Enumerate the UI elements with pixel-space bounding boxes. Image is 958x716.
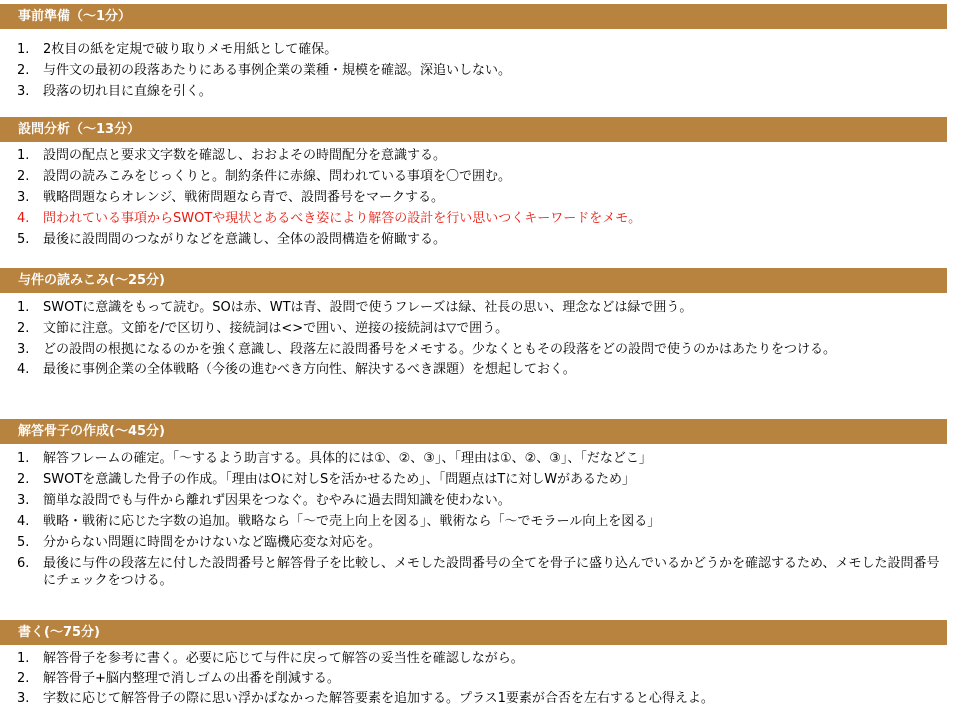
list-item-highlighted: 4. 問われている事項からSWOTや現状とあるべき姿により解答の設計を行い思いつくキーワードをメモ。 [17,211,642,226]
list-item: 3. 簡単な設問でも与件から離れず因果をつなぐ。むやみに過去問知識を使わない。 [17,493,511,508]
item-list [0,450,947,589]
section-preparation [0,4,947,104]
item-list [0,41,947,101]
list-item: 4. 最後に事例企業の全体戦略（今後の進むべき方向性、解決するべき課題）を想起しておく。 [17,362,576,377]
section-question-analysis [0,117,947,252]
section-header: 事前準備（～1分） [0,4,947,29]
list-item: 3. 段落の切れ目に直線を引く。 [17,84,212,99]
list-item: 2. 与件文の最初の段落あたりにある事例企業の業種・規模を確認。深追いしない。 [17,63,512,78]
section-header: 与件の読みこみ(～25分) [0,268,947,293]
list-item: 4. 戦略・戦術に応じた字数の追加。戦略なら「～で売上向上を図る」、戦術なら「～でモラール向上を図る」 [17,514,661,529]
item-list [0,147,947,249]
list-item: 1. 2枚目の紙を定規で破り取りメモ用紙として確保。 [17,42,338,57]
list-item: 2. 設問の読みこみをじっくりと。制約条件に赤線、問われている事項を〇で囲む。 [17,169,512,184]
list-item: 2. 文節に注意。文節を/で区切り、接続詞は<>で囲い、逆接の接続詞は▽で囲う。 [17,321,509,336]
list-item: 5. 最後に設問間のつながりなどを意識し、全体の設問構造を俯瞰する。 [17,232,447,247]
section-case-reading [0,268,947,382]
section-header: 書く(～75分) [0,620,947,645]
list-item: 1. SWOTに意識をもって読む。SOは赤、WTは青、設問で使うフレーズは緑、社長の思い、理念などは緑で囲う。 [17,300,693,315]
list-item: 5. 分からない問題に時間をかけないなど臨機応変な対応を。 [17,535,382,550]
item-list [0,299,947,379]
list-item: 2. 解答骨子+脳内整理で消しゴムの出番を削減する。 [17,671,340,686]
section-header: 設問分析（～13分） [0,117,947,142]
section-header: 解答骨子の作成(～45分) [0,419,947,444]
list-item: 3. どの設問の根拠になるのかを強く意識し、段落左に設問番号をメモする。少なくともその段落をどの設問で使うのかはあたりをつける。 [17,342,837,357]
list-item: 1. 解答骨子を参考に書く。必要に応じて与件に戻って解答の妥当性を確認しながら。 [17,651,524,666]
list-item: 2. SWOTを意識した骨子の作成。「理由はOに対しSを活かせるため」、「問題点はTに対しWがあるため」 [17,472,636,487]
section-writing [0,620,947,708]
list-item: 1. 設問の配点と要求文字数を確認し、おおよその時間配分を意識する。 [17,148,447,163]
list-item: 3. 戦略問題ならオレンジ、戦術問題なら青で、設問番号をマークする。 [17,190,445,205]
list-item: 3. 字数に応じて解答骨子の際に思い浮かばなかった解答要素を追加する。プラス1要素が合否を左右すると心得えよ。 [17,691,714,706]
list-item: 6. 最後に与件の段落左に付した設問番号と解答骨子を比較し、メモした設問番号の全てを骨子に盛り込んでいるかどうかを確認するため、メモした設問番号にチェックをつける。 [17,556,940,588]
item-list [0,650,947,708]
section-answer-outline [0,419,947,592]
list-item: 1. 解答フレームの確定。「～するよう助言する。具体的には①、②、③」、「理由は①、②、③」、「だなどこ」 [17,451,652,466]
